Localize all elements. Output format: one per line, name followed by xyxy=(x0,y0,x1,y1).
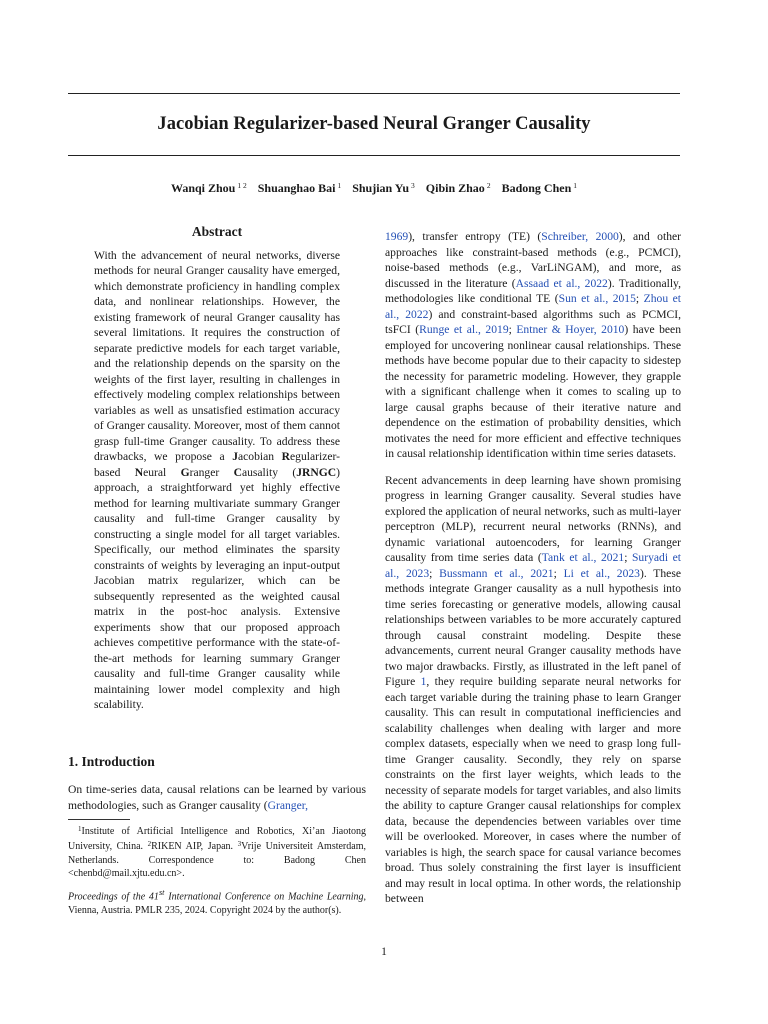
author xyxy=(352,181,415,195)
top-rule xyxy=(68,93,680,94)
paragraph-text: , they require building separate neural networks for each target variable during the training phase to learn Granger causality. This can result in computational inefficiencies and scalability challenges when dealing with larger and more complex datasets, especially when we need to grasp long full-time Granger causality. Secondly, they rely on sparse constraints on the first layer weights, which leads to the necessity of separate models for target variables, and also limits the ability to capture Granger causal relationships for complex data, because the dependencies between variables over time will be overlooked. Moreover, in cases where the number of variables is high, the search space for causal variance becomes broad. Thus solely constraining the first layer is insufficient and may result in local optima. In other words, the relationship between xyxy=(385,675,682,905)
author-affiliation: 1 xyxy=(337,181,342,190)
citation-link[interactable]: Granger, xyxy=(267,798,309,812)
author-name: Wanqi Zhou xyxy=(170,181,236,195)
abstract-text: ) approach, a straightforward yet highly effective method for learning multivariate summary Granger causality and full-time Granger causality by constructing a single model for all target variables. Specifically, our method eliminates the sparsity constraints of weights by leveraging an input-output Jacobian matrix regularizer, which can be subsequently represented as the weighted causal matrix in the post-hoc analysis. Extensive experiments show that our proposed approach achieves competitive performance with the state-of-the-art methods for learning summary Granger causality and full-time Granger causality while maintaining lower model complexity and high scalability. xyxy=(94,465,340,711)
paragraph-text: ). These methods integrate Granger causality as a null hypothesis into time series forecasting or generative models, allowing causal relationships between variables to be more accurately captured through causal constraint modeling. Despite these advancements, current neural Granger causality methods have two major drawbacks. Firstly, as illustrated in the left panel of Figure xyxy=(385,566,681,688)
paragraph-text: ; xyxy=(624,551,632,564)
abstract-heading: Abstract xyxy=(191,224,243,239)
right-column xyxy=(385,229,681,918)
paragraph-text: ), transfer entropy (TE) ( xyxy=(408,230,542,243)
paragraph-text: ; xyxy=(429,566,440,580)
proceedings-text: International Conference on Machine Learning xyxy=(164,891,364,903)
author-list xyxy=(68,181,680,196)
author-affiliation: 2 xyxy=(486,181,491,190)
citation-link[interactable]: 1969 xyxy=(385,230,409,243)
paragraph-text: Recent advancements in deep learning have shown promising progress in learning Granger causality. Several studies have explored the application of neural networks, such as multi-layer perceptron (MLP), recurrent neural networks (RNNs), and dynamic variational autoencoders, for learning Granger causality from time series data ( xyxy=(385,473,681,564)
citation-link[interactable]: Schreiber, 2000 xyxy=(541,230,619,243)
paragraph-text: ; xyxy=(508,323,517,336)
acronym-letter: C xyxy=(233,465,242,479)
abstract-text: ausality ( xyxy=(241,465,297,479)
citation-link[interactable]: 1 xyxy=(420,675,427,688)
paragraph-text: ). Traditionally, methodologies like conditional TE ( xyxy=(385,276,682,305)
author-name: Shuanghao Bai xyxy=(257,181,336,195)
proceedings-text: Proceedings of the 41 xyxy=(68,891,159,903)
proceedings-note xyxy=(68,886,366,917)
footnote-marker: 3 xyxy=(237,840,242,849)
abstract-text: eural xyxy=(143,465,181,479)
footnote-marker: 1 xyxy=(78,825,82,833)
citation-link[interactable]: Zhou et al., 2022 xyxy=(385,292,681,321)
citation-link[interactable]: Entner & Hoyer, 2010 xyxy=(516,323,625,336)
abstract-text: egularizer-based xyxy=(94,450,340,479)
citation-link[interactable]: Suryadi et al., 2023 xyxy=(385,551,681,580)
left-column xyxy=(68,224,367,916)
author-name: Shujian Yu xyxy=(352,181,410,195)
paragraph-text: ) and constraint-based algorithms such as PCMCI, tsFCI ( xyxy=(385,307,681,336)
author xyxy=(171,181,247,195)
paragraph-text: ) have been employed for uncovering nonlinear causal relationships. These methods have become popular due to their capacity to sidestep the necessity for parametric modeling. However, they grapple with a significant challenge when it comes to scaling up to large causal graphs because of their iterative nature and dependence on the estimation of probability densities, which motivates the need for more efficient and effective techniques in causal relationship identification within time series datasets. xyxy=(385,323,681,460)
acronym-letter: R xyxy=(281,450,291,463)
acronym-letter: N xyxy=(134,465,144,479)
footnote-marker: 2 xyxy=(147,840,152,849)
abstract-text: acobian xyxy=(238,450,282,463)
author-name: Qibin Zhao xyxy=(425,181,485,195)
author-affiliation: 1 xyxy=(573,181,578,190)
intro-text: On time-series data, causal relations can be learned by various methodologies, such as Granger causality ( xyxy=(68,783,366,812)
paragraph-text: ; xyxy=(635,292,644,305)
citation-link[interactable]: Li et al., 2023 xyxy=(563,566,640,580)
method-acronym: JRNGC xyxy=(296,465,337,479)
abstract-text: With the advancement of neural networks, diverse methods for neural Granger causality have emerged, which demonstrate proficiency in handling complex data, and nonlinear relationships. However, the existing framework of neural Granger causality has several limitations. It requires the construction of separate predictive models for each target variable, and the relationship depends on the sparsity on the weights of the first layer, resulting in challenges in effectively modeling complex relationships between variables as well as unsatisfied estimation accuracy of Granger causality. Moreover, most of them cannot grasp full-time Granger causality. To address these drawbacks, we propose a xyxy=(94,248,340,463)
affiliation-footnote xyxy=(68,823,366,881)
citation-link[interactable]: Bussmann et al., 2021 xyxy=(439,566,554,580)
author xyxy=(258,181,341,195)
title-bottom-rule xyxy=(68,155,680,156)
author-affiliation: 1 2 xyxy=(237,181,247,190)
paragraph-text: ; xyxy=(553,566,564,580)
author xyxy=(502,181,577,195)
acronym-letter: J xyxy=(232,450,238,463)
paragraph-methods-review xyxy=(385,229,681,462)
author-name: Badong Chen xyxy=(501,181,572,195)
author-affiliation: 3 xyxy=(411,181,415,190)
paragraph-deep-learning xyxy=(385,473,681,907)
author xyxy=(426,181,491,195)
abstract-text: ranger xyxy=(189,465,220,479)
page-number: 1 xyxy=(381,946,387,958)
paper-title: Jacobian Regularizer-based Neural Granger Causality xyxy=(157,114,591,134)
proceedings-superscript: st xyxy=(158,888,165,897)
paragraph-text: ), and other approaches like constraint-based methods (e.g., PCMCI), noise-based methods (e.g., VarLiNGAM), and more, as discussed in the literature ( xyxy=(385,230,682,290)
citation-link[interactable]: Runge et al., 2019 xyxy=(419,323,509,336)
footnote-text: RIKEN AIP, Japan. xyxy=(151,841,238,853)
intro-paragraph xyxy=(68,782,366,813)
citation-link[interactable]: Sun et al., 2015 xyxy=(558,292,636,305)
footnote-text: Vrije Universiteit Amsterdam, Netherlands. Correspondence to: Badong Chen <chenbd@mail.xjtu.edu.cn>. xyxy=(68,841,366,880)
footnote-rule xyxy=(68,819,130,820)
footnote-text: Institute of Artificial Intelligence and Robotics, Xi’an Jiaotong University, China. xyxy=(68,826,366,853)
citation-link[interactable]: Assaad et al., 2022 xyxy=(515,276,608,290)
intro-heading: 1. Introduction xyxy=(68,754,155,769)
citation-link[interactable]: Tank et al., 2021 xyxy=(541,551,625,564)
abstract-body xyxy=(94,248,340,713)
proceedings-text: , Vienna, Austria. PMLR 235, 2024. Copyright 2024 by the author(s). xyxy=(68,891,367,916)
acronym-letter: G xyxy=(180,465,190,479)
